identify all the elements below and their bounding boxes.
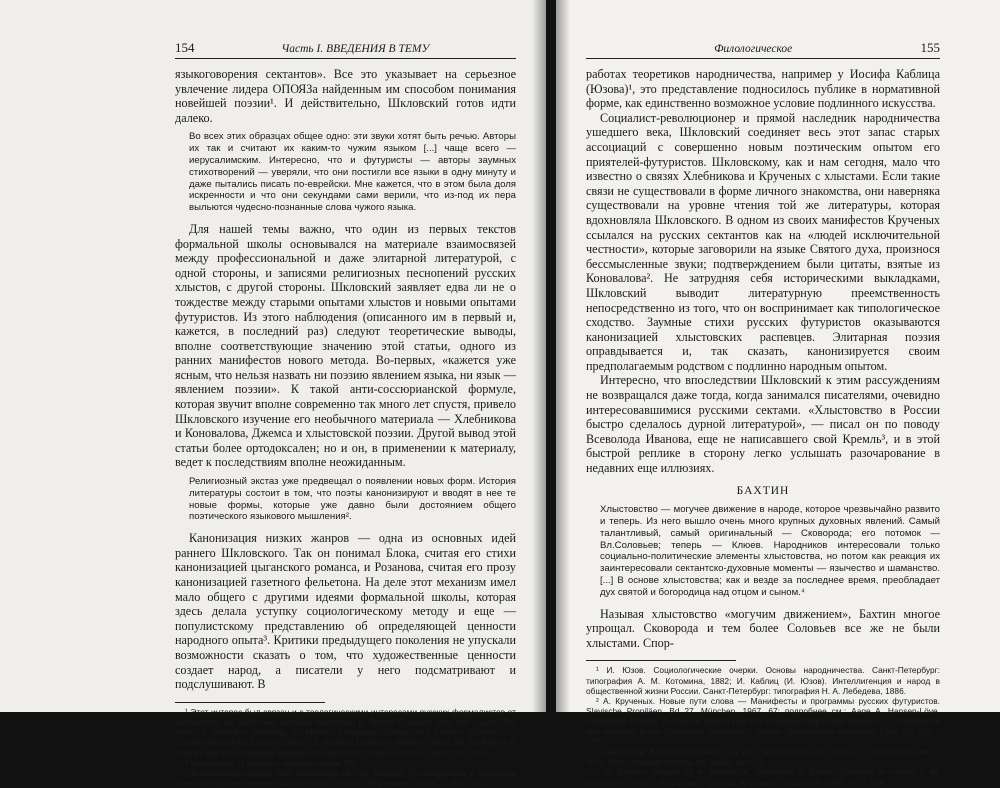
footnote: ¹ И. Юзов. Социологические очерки. Основы народничества. Санкт-Петербург: типография А. М. Котомина, 1882; И. Каблиц (И. Юзов). Интеллигенция и народ в общественной жизни России. Санкт-Петербург: типография Н. А. Лебедева, 1886. bbox=[586, 665, 940, 696]
footnotes-left bbox=[175, 707, 516, 788]
footnote: ³ Взвешенную оценку этой концепции см.: Ю. Лотман. О содержании и структуре понятия «художественная литература» — в его: Избранные статьи, 1, 203—215. bbox=[175, 767, 516, 788]
section-title: БАХТИН bbox=[736, 484, 790, 497]
running-head-title-left: Часть I. ВВЕДЕНИЯ В ТЕМУ bbox=[281, 43, 430, 55]
footnote: ² А. Крученых. Новые пути слова — Манифесты и программы русских футуристов. Slavische Propiläen, Bd 27. München, 1967, 67; подробнее см.: Aage A. Hansen-Löve. Allgemeine Haretik, Russische Sekten und Ihre Literarisierung in der Moderne — Orthodoxien und Haresien in der Slavischen literaturen = Wiener Slawistischer Almanach, 1996, 41, 236—237. bbox=[586, 695, 940, 747]
paragraph: Называя хлыстовство «могучим движением», Бахтин многое упрощал. Сковорода и тем более Соловьев все же не были хлыстами. Спор- bbox=[586, 606, 940, 650]
footnote-rule bbox=[586, 660, 736, 661]
left-body-text bbox=[175, 67, 516, 692]
running-header-left bbox=[175, 40, 516, 59]
footnote: ⁴ М. Бахтин. Лекции об А. Белом, Ф. Сологубе, А. Блоке, Есенине (в записи Р. М. Мирской). Публ. Г. Бочарова — Диалог. Карнавал. Хронотоп, 1993, 2—3, 139. bbox=[586, 767, 940, 788]
quote-text: Хлыстовство — могучее движение в народе, которое чрезвычайно развито и теперь. Из него вышло очень много крупных духовных явлений. Самый талантливый, самый оригинальный — Сковорода; его потомок — Вл.Соловьев; теперь — Клюев. Народников интересовали только социально-политические элементы хлыстовства, но потом как реакция их заинтересовали сектантско-духовные моменты — язычество и шаманство. [...] В основе хлыстовства; как и везде за последнее время, преобладает дух святой и богородица над отцом и сыном.⁴ bbox=[600, 504, 940, 598]
paragraph: Канонизация низких жанров — одна из основных идей раннего Шкловского. Так он понимал Блока, считая его стихи канонизацией цыганского романса, и Розанова, считая его прозу канонизацией газетного фельетона. На деле этот механизм имел мало общего с другими идеями формальной школы, которая здесь делала уступку социологическому методу и еще — популистскому представлению об определяющей ценности народного опыта³. Критики предыдущего поколения не упускали возможности сказать о том, что художественные ценности создает народ, а писатели у него подсматривают и подслушивают. В bbox=[175, 531, 516, 692]
paragraph: работах теоретиков народничества, например у Иосифа Каблица (Юзова)¹, это представление подносилось публике в нормативной форме, как единственно возможное условие подлинного искусства. bbox=[586, 67, 940, 111]
footnote-rule bbox=[175, 702, 325, 703]
paragraph: языкоговорения сектантов». Все это указывает на серьезное увлечение лидера ОПОЯЗа найденным им способом понимания новейшей поэзии¹. И действительно, Шкловский готов идти далеко. bbox=[175, 67, 516, 125]
footnote: ³ Шкловский. Всеволод Иванов — в его: Гамбургский счет. Статьи — воспоминания — эссе, 284; о романе Кремль см. ниже, часть 6. bbox=[586, 747, 940, 768]
footnote: ² Шкловский. О поэзии и заумном языке, 58. bbox=[185, 757, 357, 768]
page-number-left: 154 bbox=[175, 40, 195, 55]
gutter-shadow bbox=[556, 0, 570, 712]
page-number-right: 155 bbox=[920, 40, 940, 55]
footnote: ¹ Этот интерес был связан и с теологическими интересами русских формалистов от Шкловского до Якобсона, которые выявлены в: Steven Cassedy. Icon and Logos. The Role of Orthodox Theology in Modern Language Theory and Literary Criticism — Christianity and the Eastern Slavs. v.2. Russian Culture in Modern Times. Ed. by Robert P. Hughes and Irina Paperno. Berkeley: University of California Press, 1994, 311—324. bbox=[175, 706, 516, 758]
quote-text: Религиозный экстаз уже предвещал о появлении новых форм. История литературы состоит в том, что поэты канонизируют и вводят в нее те новые формы, которые уже давно были достоянием общего поэтического языкового мышления². bbox=[189, 476, 516, 523]
block-quote bbox=[189, 476, 516, 523]
paragraph: Социалист-революционер и прямой наследник народничества ушедшего века, Шкловский соединяет весь этот запас старых ассоциаций с совершенно новым поэтическим опытом его приятелей-футуристов. Шкловскому, как и нам сегодня, мало что известно о связях Хлебникова и Крученых с хлыстами. Если такие связи не существовали в форме личного знакомства, они наверняка существовали на уровне чтения той же литературы, которая вдохновляла Шкловского. В одном из своих манифестов Крученых ссылался на русских сектантов как на «людей исключительной честности», которые заговорили на языке Святого духа, произнося бессмысленные звуки; подтверждением были цитаты, взятые из Коновалова². Не затрудняя себя историческими выкладками, Шкловский выводит литературную преемственность непосредственно из того, что он воспринимает как типологическое сходство. Заумные стихи русских футуристов оказываются канонизацией хлыстовских распевцев. Элитарная поэзия оправдывается и, так сказать, канонизируется своим предполагаемым родством с подлинно народным опытом. bbox=[586, 110, 940, 373]
paragraph: Интересно, что впоследствии Шкловский к этим рассуждениям не возвращался даже тогда, когда занимался писателями, очевидно интересовавшимися русскими сектами. «Хлыстовство в России быстро сделалось дурной литературой», — писал он по поводу Всеволода Иванова, еще не написавшего свой Кремль³, и в этой быстрой реплике в сторону легко услышать разочарование в недавних еще иллюзиях. bbox=[586, 373, 940, 476]
paragraph: Для нашей темы важно, что один из первых текстов формальной школы основывался на материале взаимосвязей между профессиональной и даже элитарной литературой, с одной стороны, и записями религиозных песнопений русских хлыстов, с другой стороны. Шкловский заявляет едва ли не о тождестве между старыми опытами хлыстов и новыми опытами футуристов. Из этого наблюдения (описанного им в первый и, кажется, в последний раз) следуют теоретические выводы, вполне соответствующие значению этой статьи, одного из ранних манифестов нового метода. Во-первых, «кажется уже ясным, что нельзя назвать ни поэзию явлением языка, ни язык — явлением поэзии». К такой анти-соссюрианской формуле, которая звучит вполне современно так много лет спустя, привело Шкловского изучение его необычного материала — Хлебникова и Коновалова, Джемса и хлыстовской поэзии. Другой вывод этой статьи более ортодоксален; но и он, в применении к материалу, ведет к последствиям вполне неожиданным. bbox=[175, 221, 516, 470]
gutter-shadow bbox=[532, 0, 546, 712]
right-page bbox=[556, 0, 1000, 788]
running-head-title-right: Филологическое bbox=[714, 43, 793, 55]
right-body-text bbox=[586, 67, 940, 650]
block-quote bbox=[600, 504, 940, 598]
footnotes-right bbox=[586, 665, 940, 787]
block-quote bbox=[189, 131, 516, 214]
quote-text: Во всех этих образцах общее одно: эти звуки хотят быть речью. Авторы их так и считают их каким-то чужим языком [...] чаще всего — иерусалимским. Интересно, что и футуристы — авторы заумных стихотворений — уверяли, что они постигли все языки в одну минуту и даже пытались писать по-еврейски. Мне кажется, что в этом была доля искренности и что они секундами сами верили, что из-под их пера выльются чудесно-познанные слова чужого языка. bbox=[189, 131, 516, 214]
running-header-right bbox=[586, 40, 940, 59]
